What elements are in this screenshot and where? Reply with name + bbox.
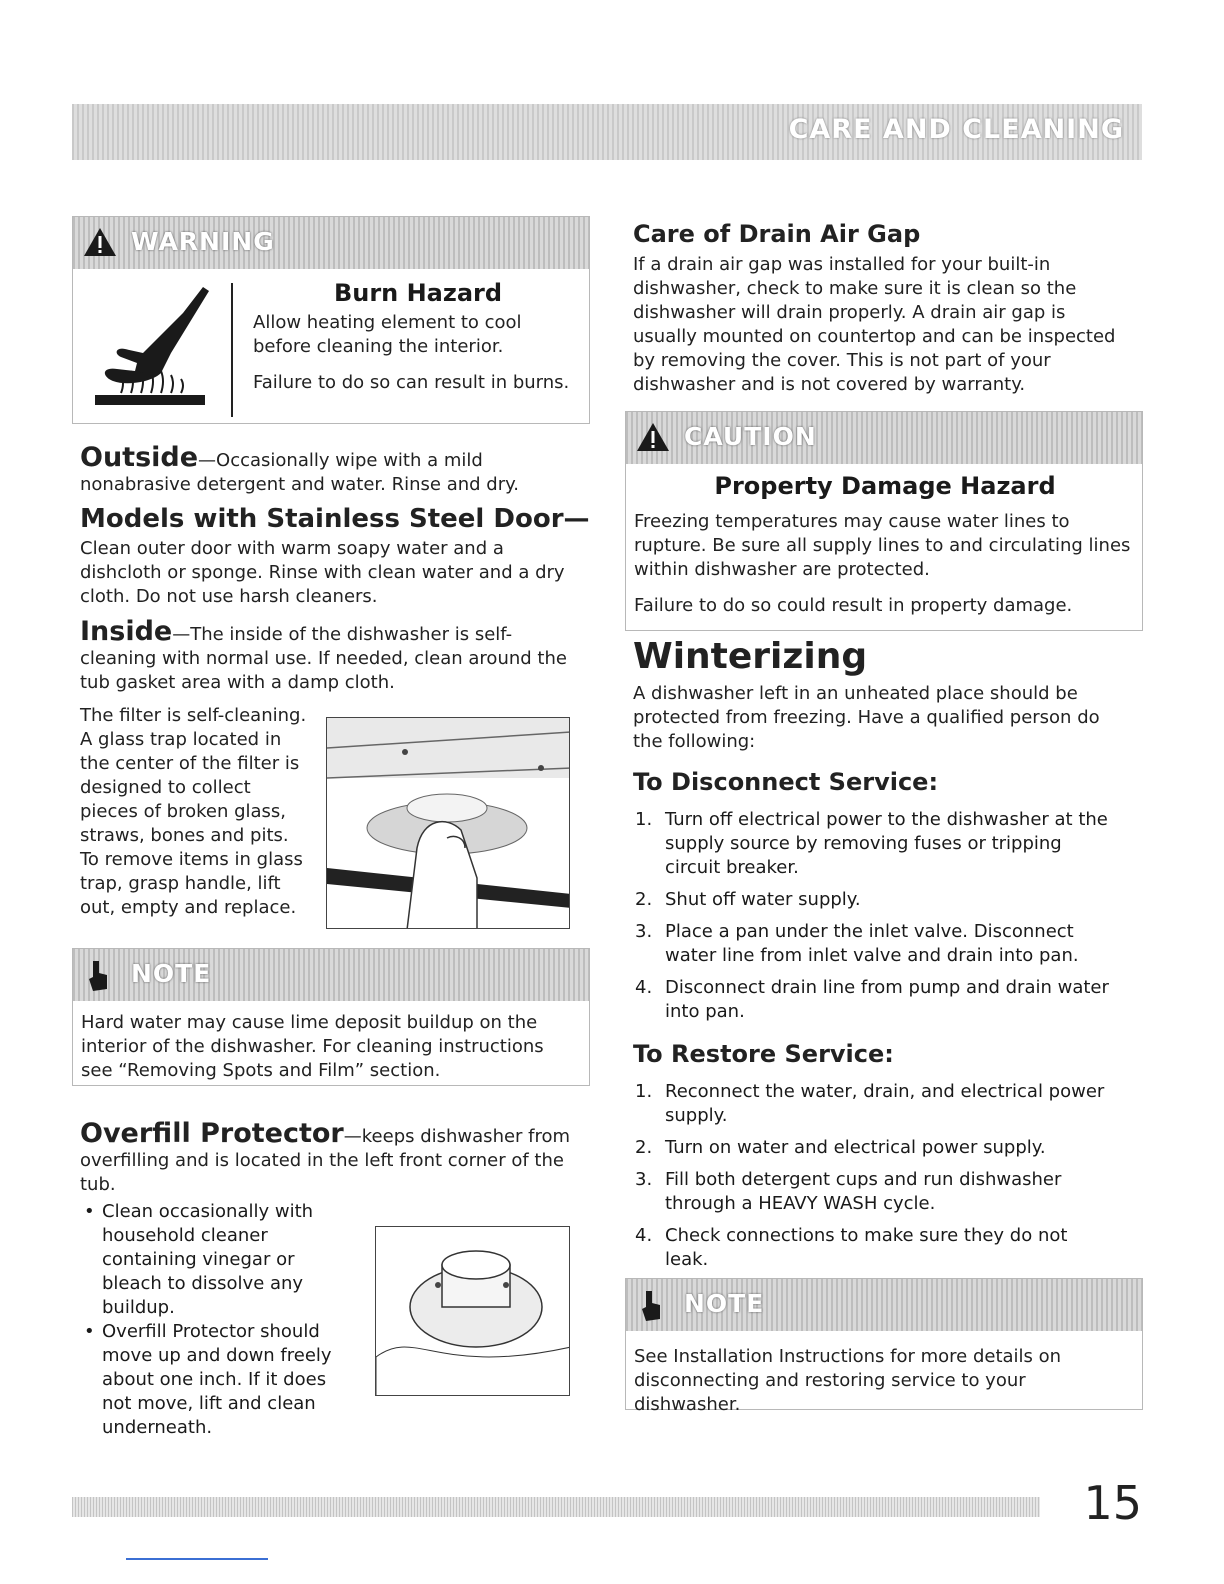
overfill-protector-illustration (375, 1226, 570, 1396)
stainless-text: Clean outer door with warm soapy water and a dishcloth or sponge. Rinse with clean water and a dry cloth. Do not use harsh cleaners. (80, 538, 565, 607)
caution-triangle-icon (636, 422, 670, 456)
overfill-bullet: • Clean occasionally with household cleaner containing vinegar or bleach to dissolve any buildup. (80, 1200, 360, 1320)
section-title: CARE AND CLEANING (788, 114, 1124, 145)
warning-box (72, 216, 590, 424)
restore-steps (633, 1080, 1113, 1280)
burn-hazard-icon (91, 283, 211, 412)
inside-heading: Inside (80, 616, 173, 647)
restore-step: 4. Check connections to make sure they do not leak. (635, 1225, 1068, 1270)
note-label: NOTE (131, 959, 212, 988)
disconnect-step: 3. Place a pan under the inlet valve. Disconnect water line from inlet valve and drain into pan. (635, 921, 1079, 966)
note-box-installation (625, 1278, 1143, 1415)
caution-title: Property Damage Hazard (714, 472, 1056, 500)
winterizing-heading: Winterizing (633, 636, 868, 677)
winterizing-intro: A dishwasher left in an unheated place should be protected from freezing. Have a qualified person do the following: (633, 683, 1100, 752)
footer-bar (72, 1497, 1040, 1517)
warning-text: Allow heating element to cool before cleaning the interior. (253, 312, 522, 357)
note-text: See Installation Instructions for more details on disconnecting and restoring service to your dishwasher. (634, 1346, 1062, 1415)
caution-header (626, 412, 1142, 464)
warning-title: Burn Hazard (333, 279, 503, 307)
restore-step: 3. Fill both detergent cups and run dishwasher through a HEAVY WASH cycle. (635, 1169, 1062, 1214)
overfill-bullet: • Overfill Protector should move up and down freely about one inch. If it does not move, lift and clean underneath. (80, 1320, 360, 1440)
outside-heading: Outside (80, 442, 199, 473)
overfill-text: —keeps dishwasher from overfilling and is located in the left front corner of the tub. (80, 1126, 571, 1195)
note-header (626, 1279, 1142, 1331)
restore-step: 2. Turn on water and electrical power supply. (635, 1137, 1046, 1158)
filter-text: The filter is self-cleaning. A glass trap located in the center of the filter is designed to collect pieces of broken glass, straws, bones and pits. To remove items in glass trap, grasp handle, lift out, empty and replace. (80, 705, 307, 918)
caution-consequence: Failure to do so could result in property damage. (634, 595, 1073, 616)
outside-paragraph (80, 442, 590, 497)
overfill-heading: Overfill Protector (80, 1118, 344, 1149)
caution-label: CAUTION (684, 422, 817, 451)
glass-trap-illustration (326, 717, 570, 929)
note-box-hard-water (72, 948, 590, 1086)
warning-consequence: Failure to do so can result in burns. (253, 372, 570, 393)
disconnect-steps (633, 808, 1113, 1032)
inside-text: —The inside of the dishwasher is self-cleaning with normal use. If needed, clean around the tub gasket area with a damp cloth. (80, 624, 567, 693)
disconnect-step: 1. Turn off electrical power to the dishwasher at the supply source by removing fuses or tripping circuit breaker. (635, 809, 1108, 878)
air-gap-text: If a drain air gap was installed for your built-in dishwasher, check to make sure it is clean so the dishwasher will drain properly. A drain air gap is usually mounted on countertop and can be inspected by removing the cover. This is not part of your dishwasher and is not covered by warranty. (633, 254, 1116, 395)
restore-heading: To Restore Service: (633, 1040, 894, 1068)
note-hand-icon (636, 1289, 666, 1327)
footer-accent-line (126, 1558, 268, 1560)
disconnect-step: 2. Shut off water supply. (635, 889, 861, 910)
warning-triangle-icon (83, 227, 117, 261)
disconnect-step: 4. Disconnect drain line from pump and drain water into pan. (635, 977, 1109, 1022)
stainless-heading: Models with Stainless Steel Door— (80, 504, 590, 534)
note-hand-icon (83, 959, 113, 997)
overfill-bullets (80, 1200, 360, 1440)
restore-step: 1. Reconnect the water, drain, and electrical power supply. (635, 1081, 1105, 1126)
warning-divider (231, 283, 233, 417)
inside-paragraph (80, 616, 585, 695)
caution-text: Freezing temperatures may cause water lines to rupture. Be sure all supply lines to and circulating lines within dishwasher are protected. (634, 511, 1131, 580)
disconnect-heading: To Disconnect Service: (633, 768, 939, 796)
page-number: 15 (1083, 1476, 1142, 1530)
note-label: NOTE (684, 1289, 765, 1318)
warning-header (73, 217, 589, 269)
caution-box (625, 411, 1143, 631)
section-header-bar (72, 104, 1142, 160)
outside-text: —Occasionally wipe with a mild nonabrasive detergent and water. Rinse and dry. (80, 450, 519, 495)
note-header (73, 949, 589, 1001)
overfill-paragraph (80, 1118, 580, 1197)
note-text: Hard water may cause lime deposit buildup on the interior of the dishwasher. For cleaning instructions see “Removing Spots and Film” section. (81, 1012, 544, 1081)
warning-label: WARNING (131, 227, 275, 256)
air-gap-heading: Care of Drain Air Gap (633, 220, 921, 248)
